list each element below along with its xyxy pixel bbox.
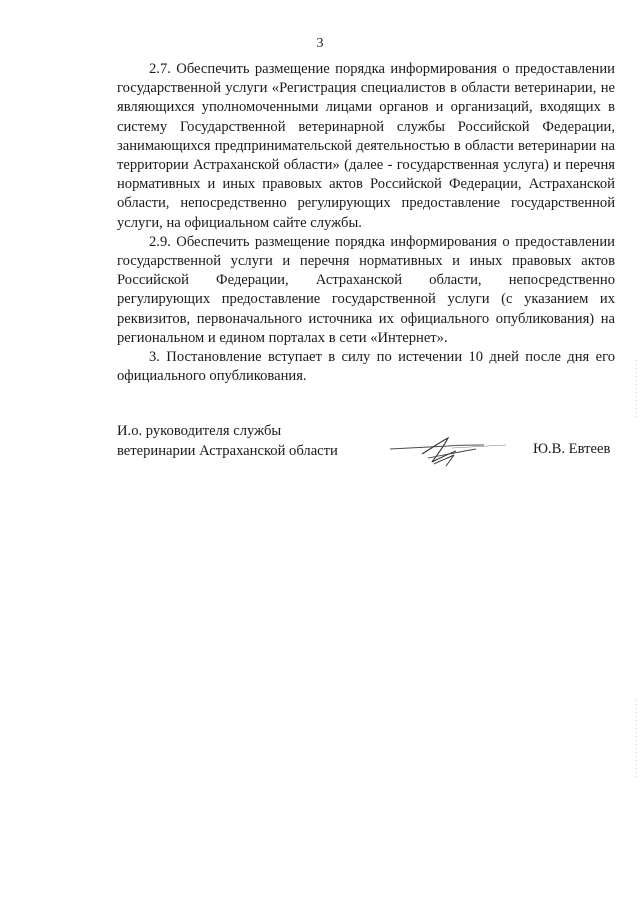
- paragraph-2-7: 2.7. Обеспечить размещение порядка информирования о предоставлении государственной услуги «Регистрация специалистов в области ветеринарии, не являющихся уполномоченными лицами органов и организаций, входящих в систему Государственной ветеринарной службы Российской Федерации, занимающихся предпринимательской деятельностью в области ветеринарии на территории Астраханской области» (далее - государственная услуга) и перечня нормативных и иных правовых актов Российской Федерации, Астраханской области, непосредственно регулирующих предоставление государственной услуги, на официальном сайте службы.: [117, 61, 615, 231]
- signatory-position: [117, 422, 338, 461]
- document-body: [117, 60, 615, 386]
- page-number: 3: [316, 36, 324, 51]
- signatory-position-line-2: ветеринарии Астраханской области: [117, 442, 338, 459]
- signatory-name: Ю.В. Евтеев: [533, 441, 611, 457]
- handwritten-signature: [388, 436, 508, 470]
- paragraph-3: 3. Постановление вступает в силу по истечении 10 дней после дня его официального опубликования.: [117, 349, 615, 385]
- scan-edge-marks: [635, 360, 638, 780]
- paragraph-2-9: 2.9. Обеспечить размещение порядка информирования о предоставлении государственной услуги и перечня нормативных и иных правовых актов Российской Федерации, Астраханской области, непосредственно регулирующих предоставление государственной услуги (с указанием их реквизитов, первоначального источника их официального опубликования) на региональном и едином порталах в сети «Интернет».: [117, 233, 615, 346]
- signatory-position-line-1: И.о. руководителя службы: [117, 423, 282, 439]
